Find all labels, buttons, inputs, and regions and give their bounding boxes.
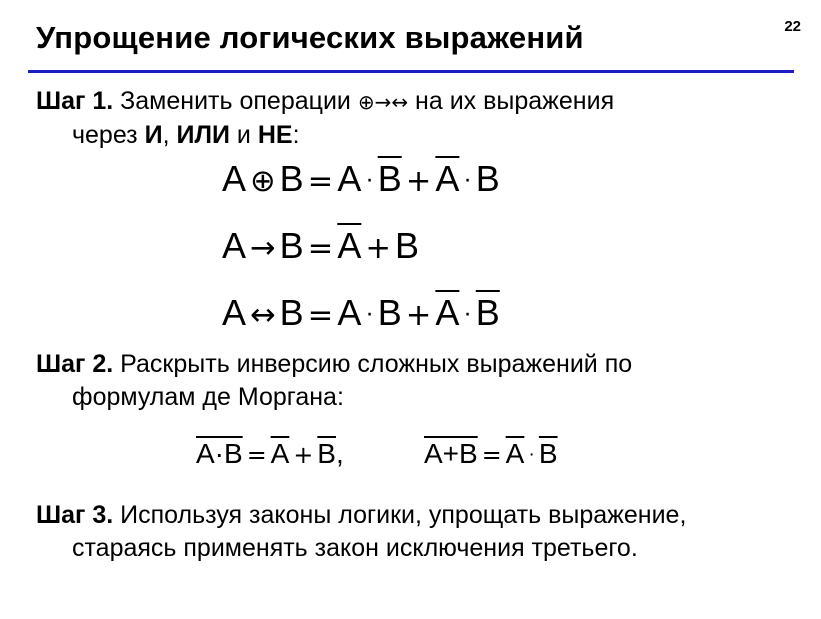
f1-term: B: [475, 158, 500, 199]
f3-term: B: [377, 292, 402, 333]
equals-symbol: =: [307, 164, 334, 199]
and-dot: ·: [463, 299, 472, 328]
equals-symbol: =: [307, 231, 334, 266]
f2-term: B: [279, 225, 304, 266]
f2-term-negated: $\overline{A}$: [337, 225, 362, 266]
title-rule: [28, 70, 794, 73]
m2-term-negated: $\overline{A}$: [505, 438, 525, 469]
formula-xor: [222, 158, 500, 200]
step-2-text: Раскрыть инверсию сложных выражений по: [113, 350, 633, 378]
and-dot: ·: [528, 443, 535, 466]
and-dot: ·: [365, 165, 374, 194]
step-1-label: Шаг 1.: [36, 87, 114, 115]
f2-term: B: [394, 225, 419, 266]
step-3-line-2: стараясь применять закон исключения третьего.: [72, 534, 638, 562]
m1-negated-product: A·B: [196, 438, 243, 469]
m1-term-negated: $\overline{B}$: [317, 438, 336, 469]
step-2: [36, 348, 632, 414]
slide-title: Упрощение логических выражений: [36, 20, 584, 55]
plus-symbol: +: [365, 231, 391, 266]
and-dot: ·: [365, 299, 374, 328]
f3-term: A: [222, 292, 247, 333]
f1-term: B: [279, 158, 304, 199]
f1-term: A: [222, 158, 247, 199]
step-1-text-after: на их выражения: [408, 87, 615, 115]
m2-term-negated: $\overline{B}$: [538, 438, 558, 469]
plus-symbol: +: [405, 164, 432, 199]
or-word: ИЛИ: [176, 121, 230, 149]
m1-term-negated: $\overline{A}$: [270, 438, 290, 469]
step-1-line2-prefix: через: [72, 121, 145, 149]
plus-symbol: +: [405, 298, 432, 333]
operators-symbols: ⊕→↔: [357, 90, 409, 114]
f1-term-negated: $\overline{B}$: [377, 158, 402, 199]
equals-symbol: =: [246, 441, 267, 469]
formula-implication: [222, 225, 419, 267]
step-1-end: :: [292, 121, 300, 149]
step-1-line-2: [36, 119, 614, 152]
and-dot: ·: [463, 165, 472, 194]
m2-negated-sum: A+B: [424, 438, 478, 469]
plus-symbol: +: [293, 441, 314, 469]
equivalence-symbol: ↔: [250, 298, 276, 333]
implication-symbol: →: [250, 231, 276, 266]
f2-term: A: [222, 225, 247, 266]
page-number: 22: [784, 18, 801, 35]
f3-term-negated: $\overline{A}$: [435, 292, 460, 333]
xor-symbol: ⊕: [250, 164, 276, 199]
step-2-label: Шаг 2.: [36, 350, 114, 378]
equals-symbol: =: [307, 298, 334, 333]
f1-term-negated: $\overline{A}$: [435, 158, 460, 199]
sep-1: ,: [162, 121, 177, 149]
step-1: [36, 85, 614, 152]
equals-symbol: =: [481, 441, 502, 469]
f3-term-negated: $\overline{B}$: [475, 292, 500, 333]
step-2-line-2: формулам де Моргана:: [72, 383, 344, 411]
step-3: [36, 499, 686, 565]
step-3-label: Шаг 3.: [36, 501, 114, 529]
formula-de-morgan-2: [424, 438, 558, 470]
f3-term: B: [279, 292, 304, 333]
f3-term: A: [337, 292, 362, 333]
formula-de-morgan-1: [196, 438, 344, 470]
step-3-text: Используя законы логики, упрощать выражение,: [113, 501, 687, 529]
not-word: НЕ: [257, 121, 293, 149]
f1-term: A: [337, 158, 362, 199]
sep-2: и: [229, 121, 258, 149]
comma: ,: [335, 438, 344, 469]
step-1-text: Заменить операции: [113, 87, 358, 115]
formula-equivalence: [222, 292, 500, 334]
and-word: И: [144, 121, 163, 149]
